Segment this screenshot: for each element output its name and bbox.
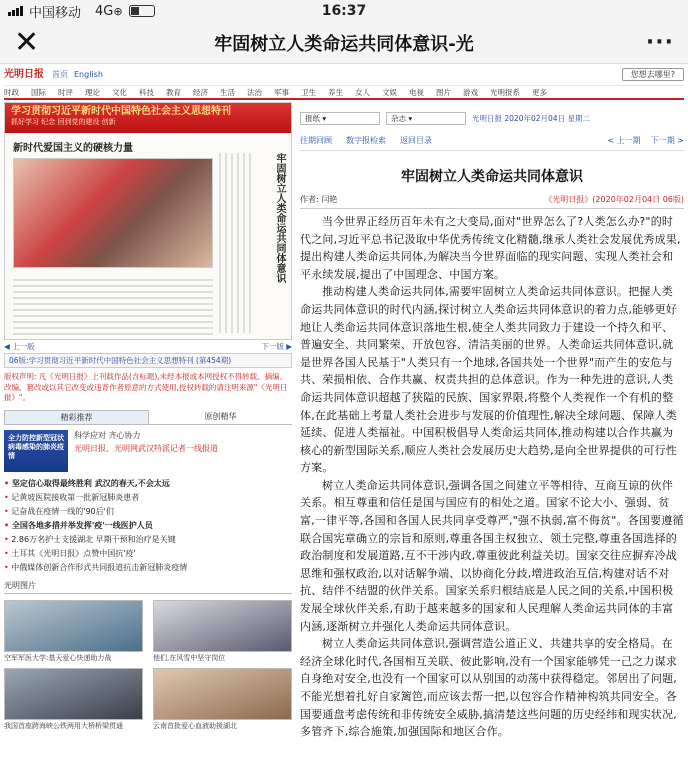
- magazine-select[interactable]: 杂志 ▾: [386, 112, 466, 125]
- photo-thumbnail[interactable]: [153, 668, 292, 720]
- photo-item[interactable]: [4, 600, 143, 662]
- next-issue-link[interactable]: 下一期 >: [650, 136, 684, 145]
- prev-edition-link[interactable]: ◀ 上一版: [4, 342, 35, 351]
- left-column: [4, 102, 292, 741]
- article-meta: [300, 195, 684, 209]
- article-paragraph: 树立人类命运共同体意识,强调各国之间建立平等相待、互商互谅的伙伴关系。相互尊重和信任是国与国应有的相处之道。国家不论大小、强弱、贫富,一律平等,各国和各国人民共同享受尊严,"强不执弱,富不侮贫"。各国要遵循联合国宪章确立的宗旨和原则,尊重各国主权独立、领土完整,尊重各国选择的政治制度和发展道路,互不干涉内政,尊重彼此利益关切。国家交往应摒弃冷战思维和强权政治,以对话解争端、以协商化分歧,增进政治互信,构建对话不对抗、结伴不结盟的伙伴关系。国家关系归根结底是人民之间的关系,中国积极发展全球伙伴关系,有助于越来越多的国家和人民理解人类命运共同体的丰富内涵,逐渐树立并强化人类命运共同体意识。: [300, 478, 684, 633]
- next-edition-link[interactable]: 下一版 ▶: [261, 342, 292, 351]
- paper-headline: 新时代爱国主义的硬核力量: [13, 143, 133, 154]
- article-paragraph: 推动构建人类命运共同体,需要牢固树立人类命运共同体意识。把握人类命运共同体意识的时代内涵,探讨树立人类命运共同体意识的着力点,能够更好地让人类命运共同体意识落地生根,使全人类共同致力于建设一个持久和平、普遍安全、共同繁荣、开放包容、清洁美丽的世界。人类命运共同体意识,就是世界各国人民基于"人类只有一个地球,各国共处一个世界"而产生的安危与共、荣损相依、合作共赢、权责共担的总体意识。作为一种先进的意识,人类命运共同体意识超越了狭隘的民族、国家界限,将整个人类视作一个有机的整体,在此基础上考量人类社会进步与发展的价值理性,解决全球问题、保障人类延续、促进人类福祉。中国积极倡导人类命运共同体,推动构建以合作共赢为核心的新型国际关系,顺应人类社会发展历史大趋势,是向全世界提供的可行性方案。: [300, 285, 677, 475]
- back-to-index-link[interactable]: 返回目录: [400, 136, 432, 145]
- paper-vertical-title: 牢固树立人类命运共同体意识: [274, 153, 285, 283]
- home-link[interactable]: 首页: [52, 69, 68, 79]
- photo-caption[interactable]: 空军军医大学:基天爱心快递助力战: [4, 653, 112, 662]
- news-item[interactable]: • 中俄媒体创新合作形式共同报道抗击新冠肺炎疫情: [4, 561, 292, 575]
- english-link[interactable]: English: [74, 69, 103, 79]
- wechat-navbar: [0, 22, 688, 64]
- promo-block[interactable]: [4, 430, 292, 472]
- channel-item[interactable]: 电视: [409, 87, 424, 97]
- channel-item[interactable]: 理论: [85, 87, 100, 97]
- promo-image[interactable]: 全力防控新型冠状病毒感染的肺炎疫情: [4, 430, 68, 472]
- channel-item[interactable]: 经济: [193, 87, 208, 97]
- carrier: 中国移动: [29, 5, 82, 21]
- photo-thumbnail[interactable]: [153, 600, 292, 652]
- channel-item[interactable]: 文化: [112, 87, 127, 97]
- channel-item[interactable]: 游戏: [463, 87, 478, 97]
- past-issues-link[interactable]: 往期回顾: [300, 136, 332, 145]
- channel-item[interactable]: 养生: [328, 87, 343, 97]
- news-item[interactable]: • 土耳其《光明日报》点赞中国抗'疫': [4, 547, 292, 561]
- channel-item[interactable]: 更多: [532, 87, 547, 97]
- tab-featured[interactable]: 精彩推荐: [4, 410, 149, 425]
- close-icon[interactable]: ✕: [14, 24, 40, 60]
- channel-item[interactable]: 法治: [247, 87, 262, 97]
- channel-item[interactable]: 时评: [58, 87, 73, 97]
- article-title: 牢固树立人类命运共同体意识: [401, 168, 583, 185]
- digital-search-link[interactable]: 数字报检索: [346, 136, 386, 145]
- photo-caption[interactable]: 他们,在风雪中坚守岗位: [153, 653, 226, 662]
- promo-line-2[interactable]: 光明日报、光明网武汉特派记者一线报道: [74, 443, 218, 453]
- channel-item[interactable]: 军事: [274, 87, 289, 97]
- site-page: [0, 64, 688, 741]
- photo-item[interactable]: [153, 600, 292, 662]
- news-item[interactable]: • 记黄坡医院接收第一批新冠肺炎患者: [4, 491, 292, 505]
- photo-thumbnail[interactable]: [4, 668, 143, 720]
- channel-item[interactable]: 图片: [436, 87, 451, 97]
- channel-item[interactable]: 生活: [220, 87, 235, 97]
- site-logo[interactable]: 光明日报: [4, 68, 44, 80]
- recommend-tabs: [4, 410, 292, 426]
- lock-rotation-icon: ⊕: [113, 4, 123, 18]
- photo-grid: [4, 600, 292, 731]
- news-item[interactable]: • 记奋战在疫情一线的'90后'们: [4, 505, 292, 519]
- article-source: 《光明日报》(2020年02月04日 06版): [544, 195, 684, 205]
- news-item[interactable]: • 2.86万名护士支援湖北 早期干预和治疗是关键: [4, 533, 292, 547]
- site-topbar: [4, 64, 684, 86]
- tab-original[interactable]: 原创精华: [204, 411, 237, 421]
- channel-item[interactable]: 科技: [139, 87, 154, 97]
- site-search[interactable]: 您想去哪里?: [622, 68, 684, 82]
- prev-issue-link[interactable]: < 上一期: [607, 136, 641, 145]
- photo-thumbnail[interactable]: [4, 600, 143, 652]
- channel-item[interactable]: 国际: [31, 87, 46, 97]
- edition-caption[interactable]: 06版:学习贯彻习近平新时代中国特色社会主义思想特刊 (第454期): [4, 353, 292, 368]
- promo-line-1: 科学应对 齐心协力: [74, 431, 141, 441]
- edition-pager: [4, 342, 292, 351]
- channel-item[interactable]: 时政: [4, 87, 19, 97]
- channel-item[interactable]: 教育: [166, 87, 181, 97]
- paper-selector-bar: [300, 108, 684, 128]
- channel-item[interactable]: 光明报系: [490, 87, 520, 97]
- paper-band: 学习贯彻习近平新时代中国特色社会主义思想特刊 抓好学习 纪念 回到党的建设 创新: [5, 103, 291, 133]
- channel-item[interactable]: 卫生: [301, 87, 316, 97]
- newspaper-select[interactable]: 报纸 ▾: [300, 112, 380, 125]
- article-author: 作者: 闫艳: [300, 195, 338, 205]
- clock: 16:37: [321, 3, 367, 19]
- photo-item[interactable]: [153, 668, 292, 730]
- photo-caption[interactable]: 云南首批爱心血液助援湖北: [153, 722, 237, 731]
- news-item[interactable]: • 全国各地多措并举发挥'疫'一线医护人员: [4, 519, 292, 533]
- network-type: 4G: [95, 3, 114, 19]
- photo-item[interactable]: [4, 668, 143, 730]
- channel-item[interactable]: 女人: [355, 87, 370, 97]
- paper-photo: [13, 158, 213, 268]
- newspaper-page-image[interactable]: [4, 102, 292, 340]
- right-column: [300, 102, 684, 741]
- news-list: [4, 477, 292, 575]
- photos-heading: 光明图片: [4, 581, 292, 594]
- page-title: 牢固树立人类命运共同体意识-光: [214, 33, 474, 55]
- paper-date: 光明日报 2020年02月04日 星期二: [472, 113, 590, 123]
- article-body: [300, 213, 684, 741]
- article-toolbar: [300, 128, 684, 151]
- photo-caption[interactable]: 我国首座跨海峡公铁两用大桥桥梁贯通: [4, 722, 123, 731]
- article-paragraph: 树立人类命运共同体意识,强调营造公道正义、共建共享的安全格局。在经济全球化时代,各国相互关联、彼此影响,没有一个国家能够凭一己之力谋求自身绝对安全,也没有一个国家可以从别国的动荡中获得稳定。邻居出了问题,不能光想着扎好自家篱笆,而应该去帮一把,以包容合作精神构筑共同安全。各国要通盘考虑传统和非传统安全威胁,搞清楚这些问题的历史经纬和现实状况,多管齐下,综合施策,加强国际和地区合作。: [300, 637, 677, 739]
- more-icon[interactable]: ···: [645, 30, 674, 55]
- news-item[interactable]: • 坚定信心取得最终胜利 武汉的春天,不会太远: [4, 477, 292, 491]
- channel-item[interactable]: 文娱: [382, 87, 397, 97]
- status-bar: [0, 0, 688, 22]
- copyright-notice: 版权声明: 凡《光明日报》上刊载作品(含标题),未经本报或本网授权不得转载、摘编、改编、篡改或以其它改变或违背作者原意的方式使用,授权转载的请注明来源"《光明日报》"。: [4, 372, 288, 402]
- article-paragraph: 当今世界正经历百年未有之大变局,面对"世界怎么了?人类怎么办?"的时代之问,习近平总书记汲取中华优秀传统文化精髓,继承人类社会发展优秀成果,提出构建人类命运共同体,为解决当今世界面临的现实问题、实现人类社会和平永续发展,提出了中国理念、中国方案。: [300, 214, 681, 281]
- battery-icon: [129, 5, 155, 17]
- channel-nav: [4, 86, 684, 100]
